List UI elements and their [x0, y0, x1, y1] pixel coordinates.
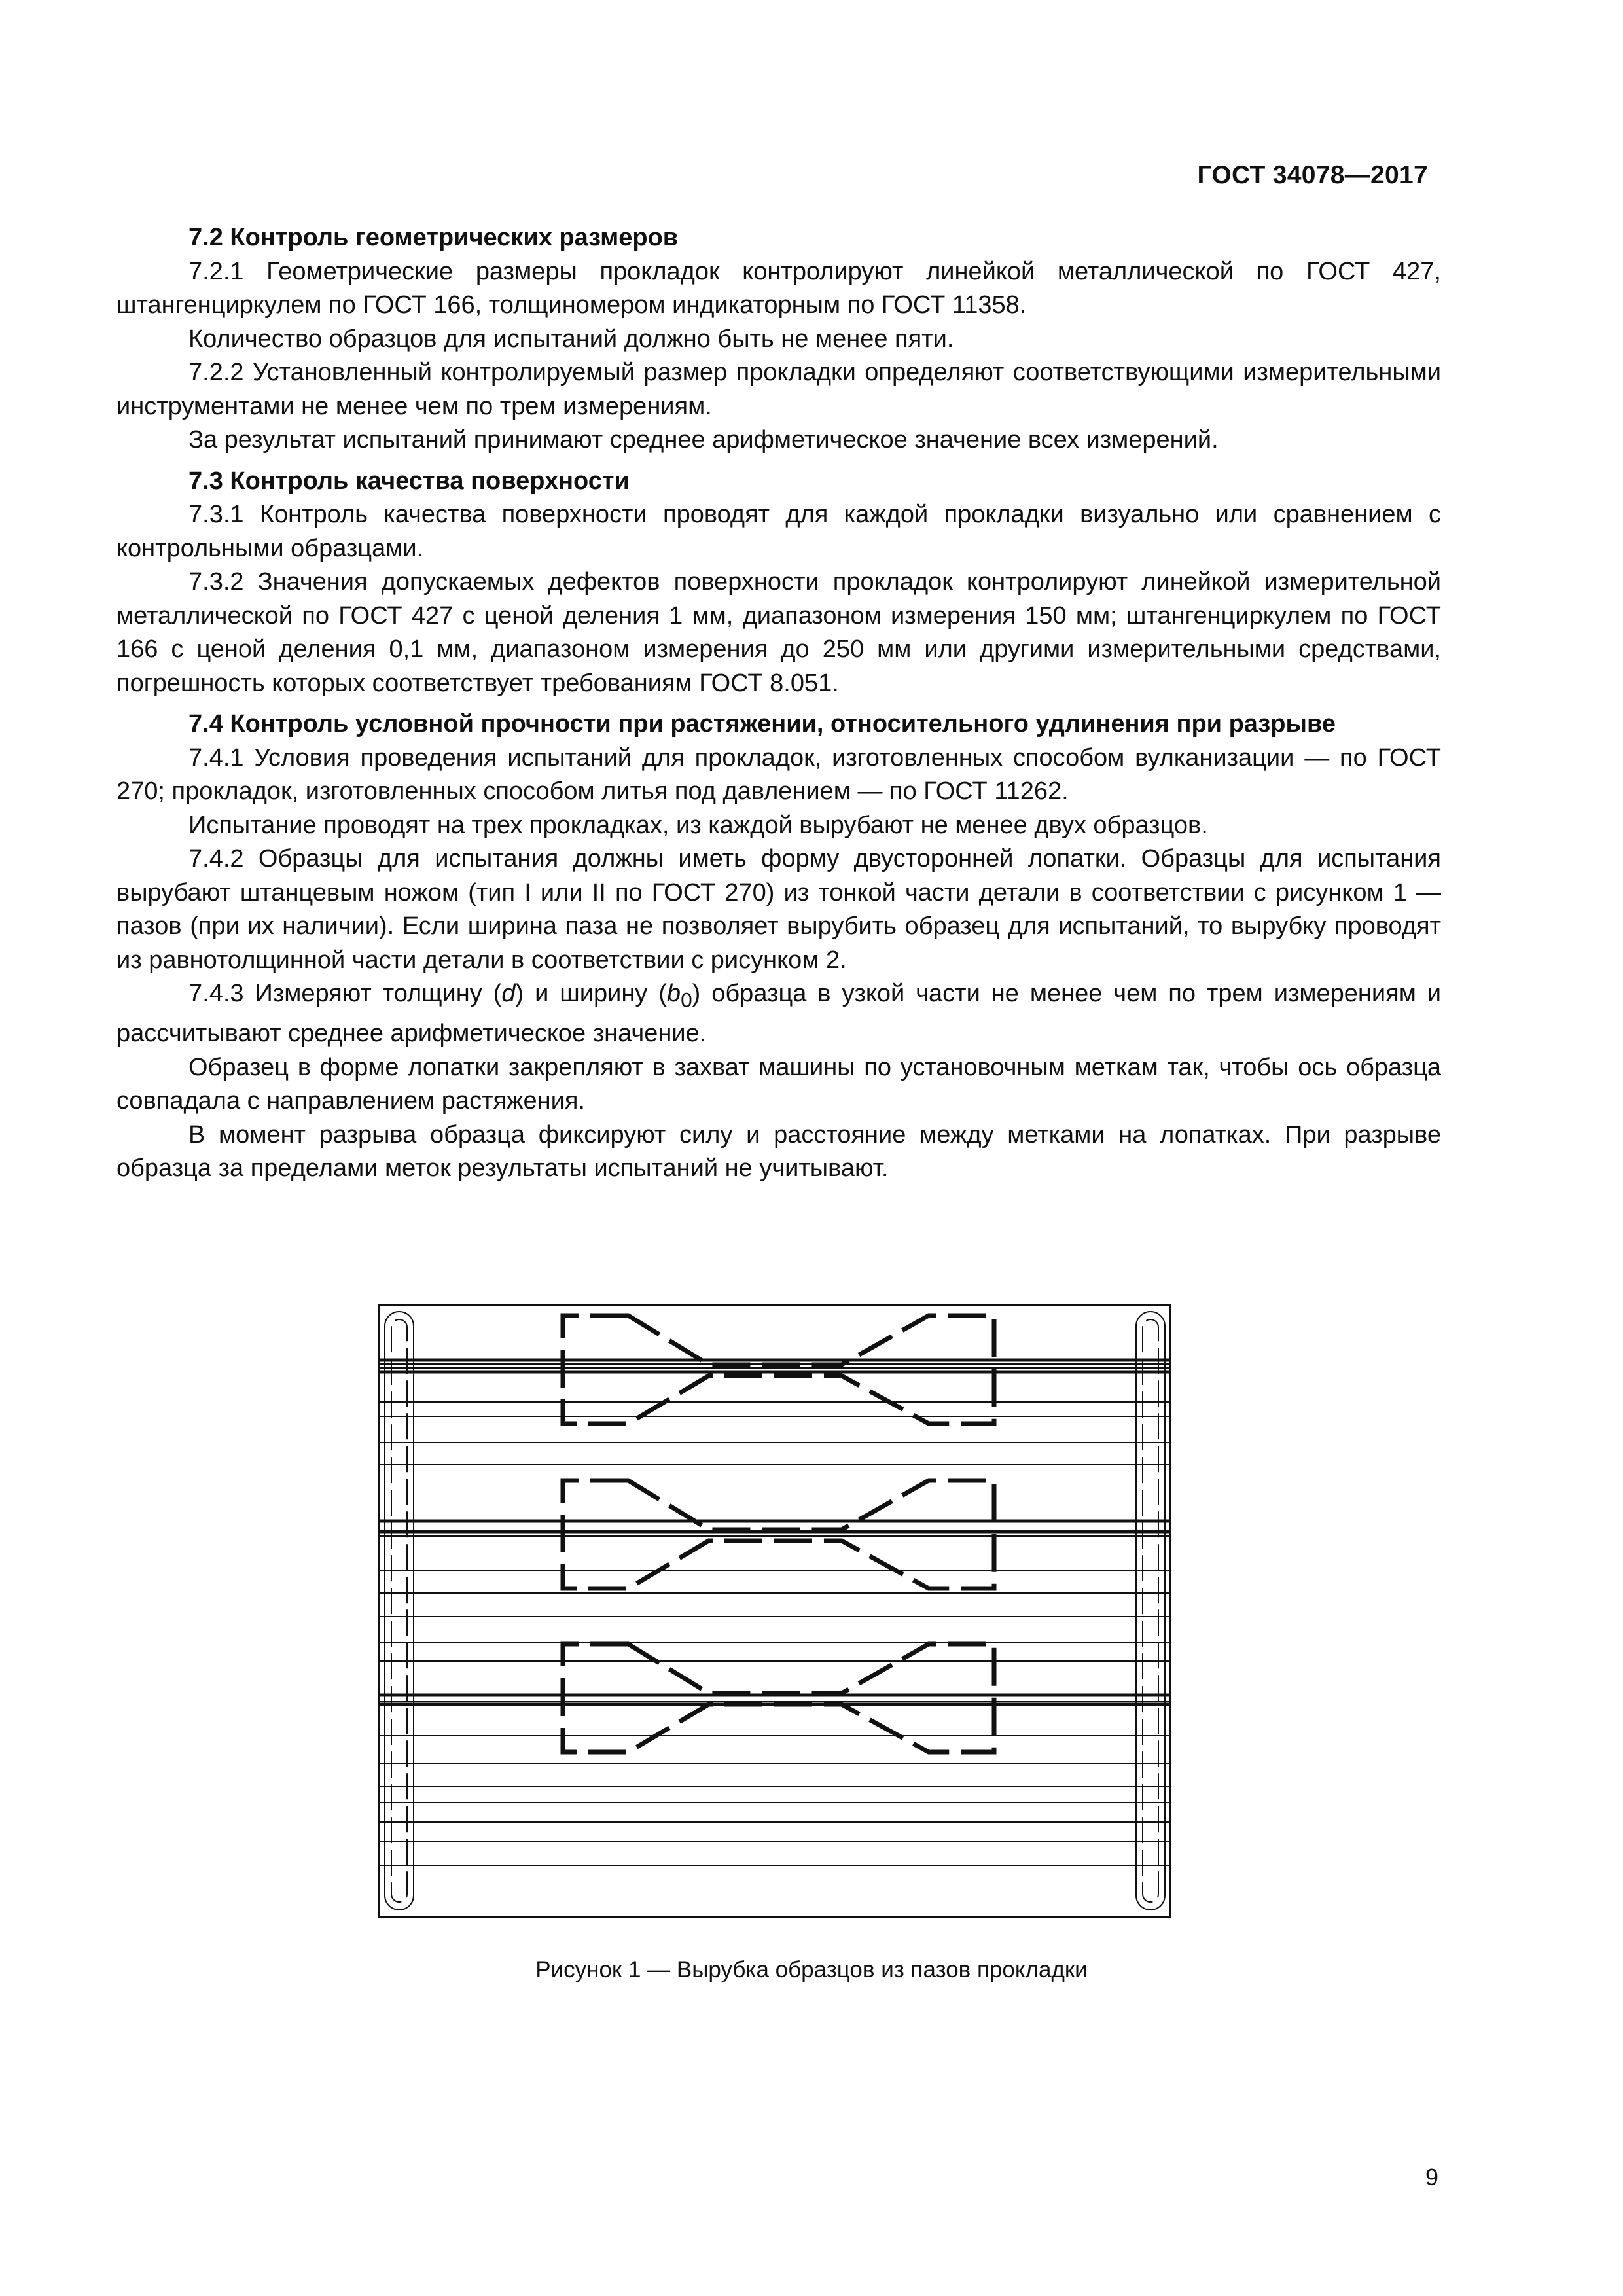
section-heading: 7.3 Контроль качества поверхности: [188, 467, 630, 495]
paragraph: 7.3.2 Значения допускаемых дефектов поверхности прокладок контролируют линейкой измерительной металлической по ГОСТ 427 с ценой деления 1 мм, диапазоном измерения 150 мм; штангенциркулем по ГОСТ 166 с ценой деления 0,1 мм, диапазоном измерения до 250 мм или другими измерительными средствами, погрешность которых соответствует требованиям ГОСТ 8.051.: [116, 568, 1441, 697]
dumbbell-specimen: [563, 1316, 994, 1424]
symbol-width: b: [666, 980, 681, 1007]
figure-frame: [380, 1305, 1171, 1917]
section-heading: 7.2 Контроль геометрических размеров: [188, 224, 679, 251]
text-run: 7.4.3 Измеряют толщину (: [188, 980, 502, 1007]
paragraph: 7.2.1 Геометрические размеры прокладок контролируют линейкой металлической по ГОСТ 427, штангенциркулем по ГОСТ 166, толщиномером индикаторным по ГОСТ 11358.: [116, 257, 1441, 319]
dumbbell-specimen: [563, 1480, 994, 1588]
page-number: 9: [1425, 2164, 1438, 2191]
paragraph: 7.3.1 Контроль качества поверхности проводят для каждой прокладки визуально или сравнением с контрольными образцами.: [116, 501, 1441, 562]
paragraph: 7.2.2 Установленный контролируемый размер прокладки определяют соответствующими измерительными инструментами не менее чем по трем измерениям.: [116, 359, 1441, 420]
gasket-drawing: [378, 1304, 1171, 1918]
figure-caption: Рисунок 1 — Вырубка образцов из пазов прокладки: [535, 1957, 1088, 1982]
document-code: ГОСТ 34078—2017: [1197, 161, 1428, 189]
paragraph: Образец в форме лопатки закрепляют в захват машины по установочным меткам так, чтобы ось образца совпадала с направлением растяжения.: [116, 1053, 1441, 1115]
paragraph: Количество образцов для испытаний должно быть не менее пяти.: [188, 325, 954, 353]
paragraph: 7.4.2 Образцы для испытания должны иметь форму двусторонней лопатки. Образцы для испытания вырубают штанцевым ножом (тип I или II по ГОСТ 270) из тонкой части детали в соответствии с рисунком 1 — пазов (при их наличии). Если ширина паза не позволяет вырубить образец для испытаний, то вырубку проводят из равнотолщинной части детали в соответствии с рисунком 2.: [116, 845, 1441, 974]
paragraph: За результат испытаний принимают среднее арифметическое значение всех измерений.: [188, 426, 1219, 454]
left-slot-inner: [391, 1319, 407, 1902]
paragraph: В момент разрыва образца фиксируют силу и расстояние между метками на лопатках. При разрыве образца за пределами меток результаты испытаний не учитывают.: [116, 1121, 1441, 1183]
figure-gasket-cutting: [378, 1304, 1171, 1918]
symbol-thickness: d: [501, 980, 516, 1007]
paragraph: 7.4.1 Условия проведения испытаний для прокладок, изготовленных способом вулканизации — по ГОСТ 270; прокладок, изготовленных способом литья под давлением — по ГОСТ 11262.: [116, 744, 1441, 805]
body-text: [116, 221, 1441, 1186]
paragraph-7-4-3: [116, 977, 1441, 1051]
subscript: 0: [681, 988, 692, 1012]
right-slot-inner: [1143, 1319, 1158, 1902]
text-run: ) и ширину (: [515, 980, 667, 1007]
paragraph: Испытание проводят на трех прокладках, из каждой вырубают не менее двух образцов.: [188, 811, 1208, 839]
text-run: ) образца в узкой части не менее чем по трем измерениям и рассчитывают среднее арифметическое значение.: [116, 980, 1441, 1048]
section-heading: 7.4 Контроль условной прочности при растяжении, относительного удлинения при разрыве: [188, 710, 1336, 738]
